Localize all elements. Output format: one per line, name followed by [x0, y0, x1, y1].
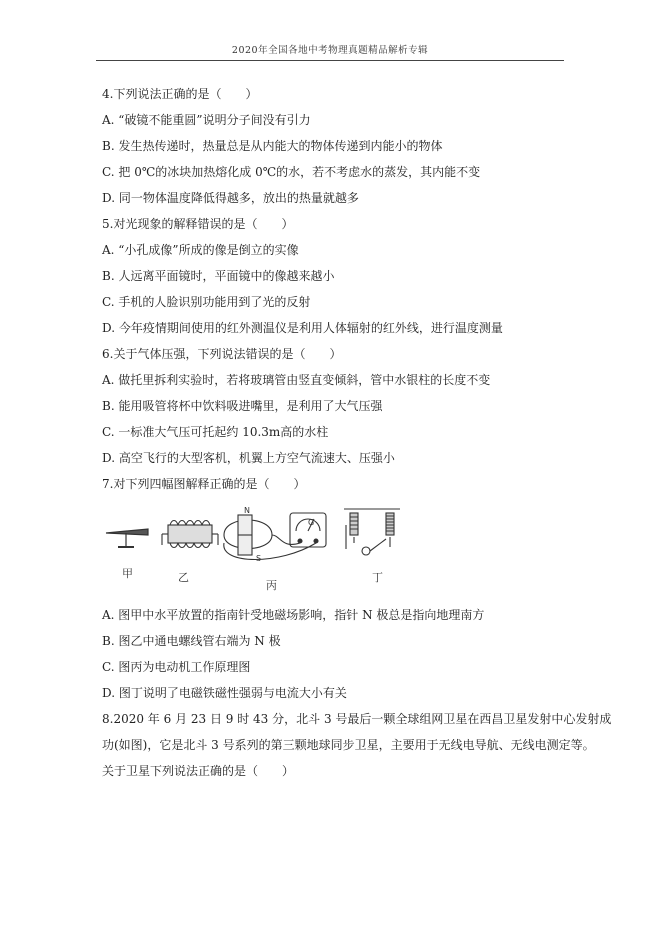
question-5-stem: 5.对光现象的解释错误的是（ ）: [102, 217, 294, 231]
figure-electromagnets: [344, 509, 400, 555]
question-8-stem-line-3: 关于卫星下列说法正确的是（ ）: [102, 764, 295, 778]
question-4-option-c: C. 把 0℃的冰块加热熔化成 0℃的水，若不考虑水的蒸发，其内能不变: [102, 165, 481, 179]
question-4-stem: 4.下列说法正确的是（ ）: [102, 87, 258, 101]
question-7-option-b: B. 图乙中通电螺线管右端为 N 极: [102, 634, 281, 648]
question-5-option-d: D. 今年疫情期间使用的红外测温仪是利用人体辐射的红外线，进行温度测量: [102, 321, 503, 335]
figure-label-yi: 乙: [178, 571, 189, 584]
figure-compass: [106, 529, 148, 547]
question-7-option-a: A. 图甲中水平放置的指南针受地磁场影响，指针 N 极总是指向地理南方: [102, 608, 485, 622]
question-7-option-d: D. 图丁说明了电磁铁磁性强弱与电流大小有关: [102, 686, 347, 700]
question-4-option-a: A. “破镜不能重圆”说明分子间没有引力: [102, 113, 311, 127]
question-6-stem: 6.关于气体压强，下列说法错误的是（ ）: [102, 347, 342, 361]
question-8-stem-line-1: 8.2020 年 6 月 23 日 9 时 43 分，北斗 3 号最后一颗全球组网卫星在西昌卫星发射中心发射成: [102, 712, 612, 726]
magnet-s-label: S: [256, 554, 262, 563]
question-5-option-a: A. “小孔成像”所成的像是倒立的实像: [102, 243, 299, 257]
question-6-option-a: A. 做托里拆利实验时，若将玻璃管由竖直变倾斜，管中水银柱的长度不变: [102, 373, 491, 387]
question-6-option-d: D. 高空飞行的大型客机，机翼上方空气流速大、压强小: [102, 451, 395, 465]
question-4-option-b: B. 发生热传递时，热量总是从内能大的物体传递到内能小的物体: [102, 139, 443, 153]
question-7-option-c: C. 图丙为电动机工作原理图: [102, 660, 251, 674]
figure-solenoid: [162, 521, 218, 548]
figure-label-bing: 丙: [266, 579, 277, 592]
header-title: 2020年全国各地中考物理真题精品解析专辑: [231, 45, 429, 56]
question-4-option-d: D. 同一物体温度降低得越多，放出的热量就越多: [102, 191, 359, 205]
figure-label-jia: 甲: [122, 567, 133, 580]
question-7-figures: [100, 505, 420, 595]
question-6-option-c: C. 一标准大气压可托起约 10.3m高的水柱: [102, 425, 329, 439]
question-5-option-b: B. 人远离平面镜时，平面镜中的像越来越小: [102, 269, 335, 283]
figure-label-ding: 丁: [372, 571, 383, 584]
header-rule: [96, 60, 564, 61]
question-5-option-c: C. 手机的人脸识别功能用到了光的反射: [102, 295, 311, 309]
question-7-stem: 7.对下列四幅图解释正确的是（ ）: [102, 477, 306, 491]
galvanometer-g-label: G: [308, 518, 315, 527]
magnet-n-label: N: [244, 506, 250, 515]
question-8-stem-line-2: 功(如图)，它是北斗 3 号系列的第三颗地球同步卫星，主要用于无线电导航、无线电测定等。: [102, 738, 595, 752]
question-6-option-b: B. 能用吸管将杯中饮料吸进嘴里，是利用了大气压强: [102, 399, 383, 413]
